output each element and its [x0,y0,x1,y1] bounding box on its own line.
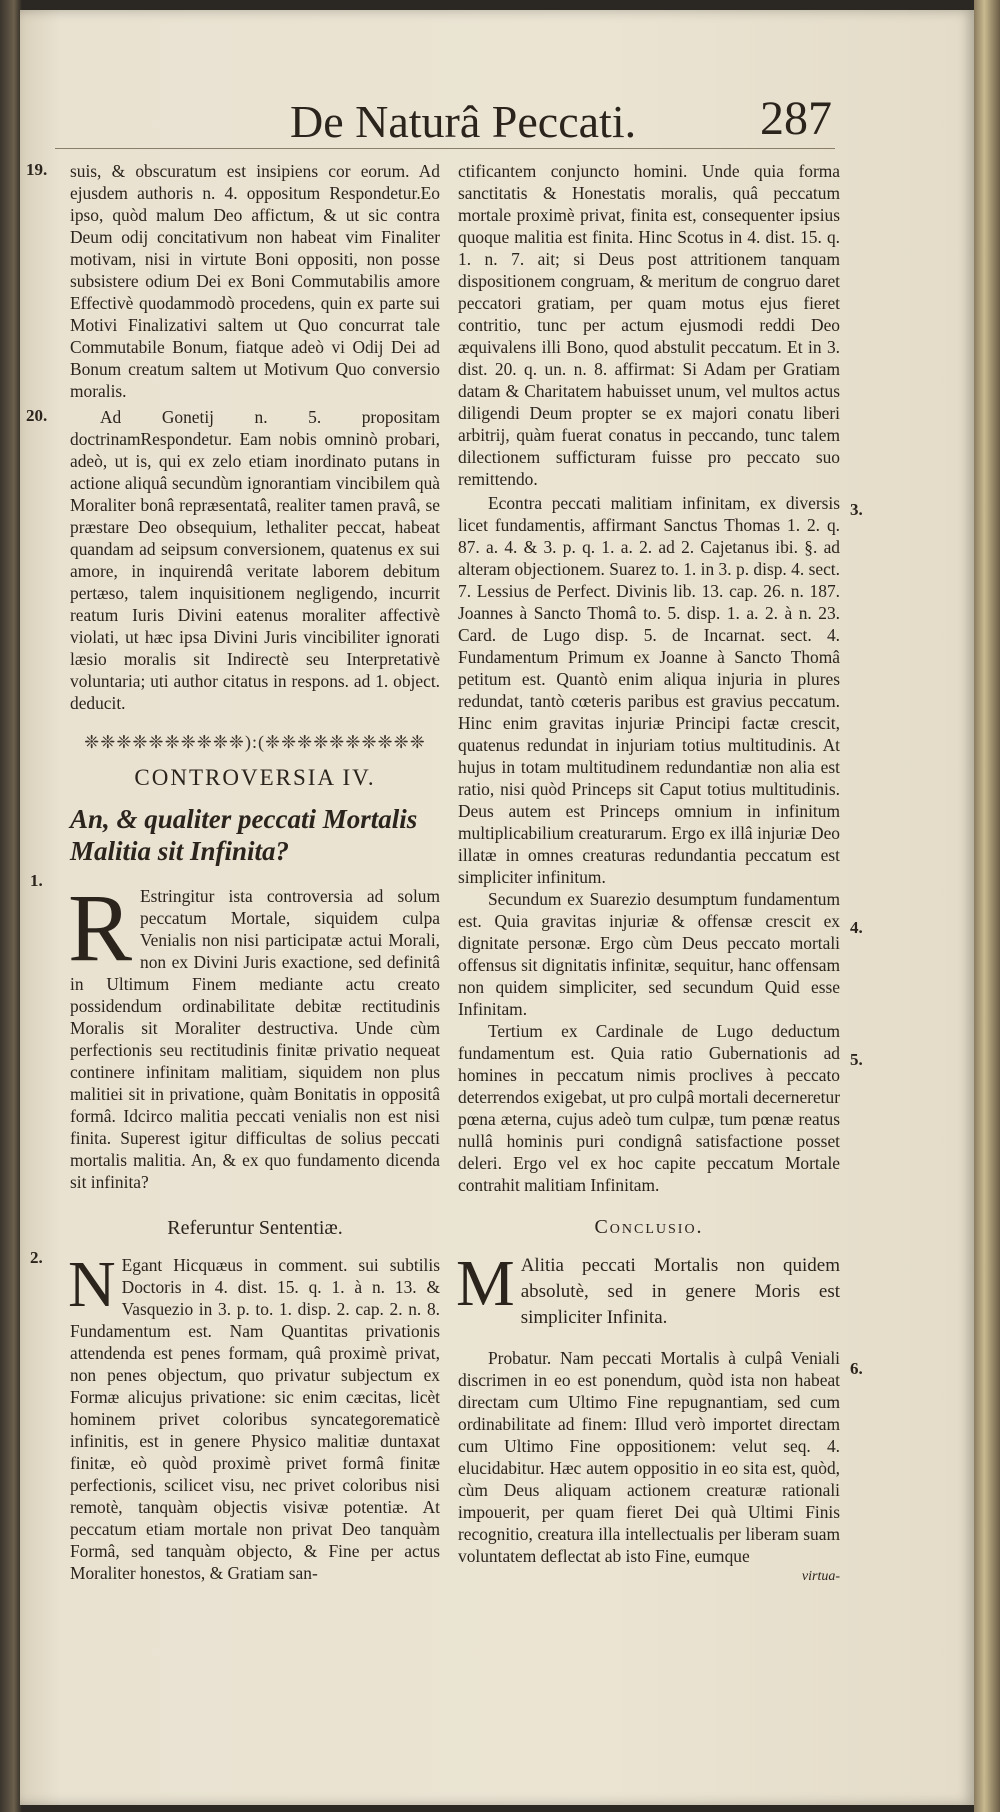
margin-number-5: 5. [850,1050,863,1069]
paragraph-20-text: Ad Gonetij n. 5. propositam doctrinamRespondetur. Eam nobis omninò probari, adeò, ut is, qui ex zelo etiam inordinato putans in actione aliquâ secundùm ignorantiam vincibilem quà Moraliter bonâ repræsentatâ, realiter tamen pravâ, se præstare Deo obsequium, lethaliter peccat, habeat quandam ad seipsum conversionem, quatenus ex sui amore, in inquirendâ veritate laborem debitum pertæso, talem inquisitionem negligendo, incurrit reatum Iuris Divini eatenus moraliter affectivè violati, ut hæc ipsa Divini Juris vincibiliter ignorati læsio moralis sit Indirectè seu Interpretativè voluntaria; uti author citatus in respons. ad 1. object. deducit. [70,407,440,713]
margin-number-1: 1. [30,871,43,890]
conclusio-text: Alitia peccati Mortalis non quidem absolutè, sed in genere Moris est simpliciter Infinita. [520,1255,840,1328]
header-rule [55,148,835,149]
drop-cap-m: M [456,1247,515,1320]
page-number: 287 [760,92,832,145]
question-title: An, & qualiter peccati Mortalis Malitia sit Infinita? [70,804,418,866]
paragraph-4 [458,888,863,1020]
paragraph-3 [458,492,863,888]
paragraph-5-text: Tertium ex Cardinale de Lugo deductum fundamentum est. Quia ratio Gubernationis ad homines in peccatum nimis proclives à peccato deterrendos exigebat, ut pro culpâ mortali decerneretur pœna æterna, cujus adeò tum culpæ, tum pœnæ reatus nullâ hominis puri condignâ satisfactione posset deleri. Ergo vel ex hoc capite peccatum Mortale contrahit malitiam Infinitam. [458,1021,840,1195]
running-title: De Naturâ Peccati. [290,96,637,147]
ornament-divider: ❈❈❈❈❈❈❈❈❈❈):(❈❈❈❈❈❈❈❈❈❈ [84,732,426,752]
catchword: virtua- [801,1569,840,1584]
paragraph-1 [30,871,440,1193]
paragraph-5 [458,1020,863,1196]
right-column [456,160,863,1585]
conclusio-heading: Conclusio. [594,1216,704,1238]
margin-number-2: 2. [30,1248,43,1267]
margin-number-3: 3. [850,500,863,519]
left-column [26,160,440,1584]
margin-number-19: 19. [26,160,48,179]
drop-cap-n: N [68,1248,116,1321]
paragraph-6 [458,1347,863,1567]
page-edge-strip [974,0,1000,1812]
page-header [0,92,1000,155]
paragraph-4-text: Secundum ex Suarezio desumptum fundamentum est. Quia gravitas injuriæ & offensæ crescit ex dignitate personæ. Ergo cùm Deus peccato mortali offensus sit dignitatis infinitæ, sequitur, hanc offensam non quidem simpliciter, sed secundum Quid esse Infinitam. [458,889,840,1019]
drop-cap-r: R [68,874,133,981]
margin-number-20: 20. [26,406,48,425]
paragraph-19-text: suis, & obscuratum est insipiens cor eorum. Ad ejusdem authoris n. 4. oppositum Respondetur.Eo ipso, quòd malum Deo affictum, & ut sic contra Deum odij concitativum non habeat vim Finaliter motivam, nisi in virtute Boni oppositi, non posse subsistere odium Dei ex Boni Commutabilis amore Effectivè quodammodò procedens, quin ex parte sui Motivi Finalizativi saltem ut Quo concurrat tale Commutabile Bonum, fiatque adeò vi Odij Dei ad Bonum creatum saltem ut Motivum Quo conversio moralis. [70,161,440,401]
margin-number-4: 4. [850,918,863,937]
paragraph-6-text: Probatur. Nam peccati Mortalis à culpâ Veniali discrimen in eo est ponendum, quòd ista non habeat directam cum Ultimo Fine repugnantiam, sed cum ordinabilitate ad finem: Illud verò importet directam cum Ultimo Fine oppositionem: velut seq. 4. elucidabitur. Hæc autem oppositio in eo sita est, quòd, cùm Deus aliquam actionem creaturæ rationali impouerit, per quam fieret Dei quà Ultimi Finis recognitio, creatura illa intellectualis per liberam suam voluntatem deflectat ab isto Fine, eumque [458,1348,840,1566]
controversia-heading: CONTROVERSIA IV. [134,765,376,790]
paragraph-19 [26,160,440,402]
paragraph-2 [30,1248,440,1584]
paragraph-20 [26,406,440,714]
margin-number-6: 6. [850,1359,863,1378]
paragraph-continuation: ctificantem conjuncto homini. Unde quia forma sanctitatis & Honestatis moralis, quâ peccatum mortale proximè privat, finita est, consequenter ipsius quoque malitia est finita. Hinc Scotus in 4. dist. 15. q. 1. n. 7. ait; si Deus post attritionem tanquam dispositionem congruam, & meritum de congruo daret peccatori gratiam, per quam motus ejus fieret contritio, tunc per actum ejusmodi reddi Deo æquivalens illi Bono, quod abstulit peccatum. Et in 3. dist. 20. q. un. n. 8. affirmat: Si Adam per Gratiam datam & Charitatem habuisset unum, vel multos actus diligendi Deum propter se ex majori conatu liberi arbitrij, quàm fuerat conatus in peccando, tunc talem dilectionem sufficturam fuisse pro peccato suo remittendo. [458,161,840,489]
paragraph-3-text: Econtra peccati malitiam infinitam, ex diversis licet fundamentis, affirmant Sanctus Thomas 1. 2. q. 87. a. 4. & 3. p. q. 1. a. 2. ad 2. Cajetanus ibi. §. ad alteram objectionem. Suarez to. 1. in 3. p. disp. 4. sect. 7. Lessius de Perfect. Divinis lib. 13. cap. 26. n. 187. Joannes à Sancto Thomâ to. 5. disp. 1. a. 2. à n. 23. Card. de Lugo disp. 5. de Incarnat. sect. 4. Fundamentum Primum ex Joanne à Sancto Thomâ petitum est. Quantò enim aliqua injuria in plures redundat, tantò cœteris paribus est gravius peccatum. Hinc enim gravitas injuriæ Principi factæ crescit, quatenus redundat in injuriam totius multitudinis. At hujus in totam multitudinem redundantiæ non alia est ratio, nisi quòd Princeps sit Caput totius multitudinis. Deus autem est Princeps omnium in infinitum multiplicabilium creaturarum. Ergo ex illâ injuriæ Deo illatæ in omnes creaturas redundantia peccatum est simpliciter infinitum. [458,493,840,887]
conclusio-statement [456,1247,840,1331]
paragraph-1-text: Estringitur ista controversia ad solum peccatum Mortale, siquidem culpa Venialis non nisi participatæ actui Morali, non ex Divini Juris exactione, sed definitâ in Ultimum Finem mediante actu creato possidendum ordinabilitate debitæ rectitudinis Moralis sit Moraliter destructiva. Unde cùm perfectionis seu rectitudinis finitæ privatio nequeat continere infinitam malitiam, siquidem non plus malitiei sit in privatione, quàm Bonitatis in oppositâ formâ. Idcirco malitia peccati venialis non est nisi finita. Superest igitur difficultas de solius peccati mortalis malitia. An, & ex quo fundamento dicenda sit infinita? [70,886,440,1192]
paragraph-2-text: Egant Hicquæus in comment. sui subtilis Doctoris in 4. dist. 15. q. 1. à n. 13. & Vasquezio in 3. p. to. 1. disp. 2. cap. 2. n. 8. Fundamentum est. Nam Quantitas privationis attendenda est penes formam, quâ proximè privat, non penes objectum, quo privatur subjectum ex Formæ alicujus privatione: sic enim cæcitas, licèt hominem privet coloribus syncategorematicè infinitis, est in genere Physico malitiæ duntaxat finitæ, eò quòd proximè privet formâ finitæ perfectionis, scilicet visu, nec privet coloribus nisi remotè, tanquàm objectis visivæ potentiæ. At peccatum etiam mortale non privat Deo tanquàm Formâ, sed tanquàm objecto, & Fine per actus Moraliter honestos, & Gratiam san- [70,1255,440,1583]
referuntur-heading: Referuntur Sententiæ. [167,1217,343,1239]
